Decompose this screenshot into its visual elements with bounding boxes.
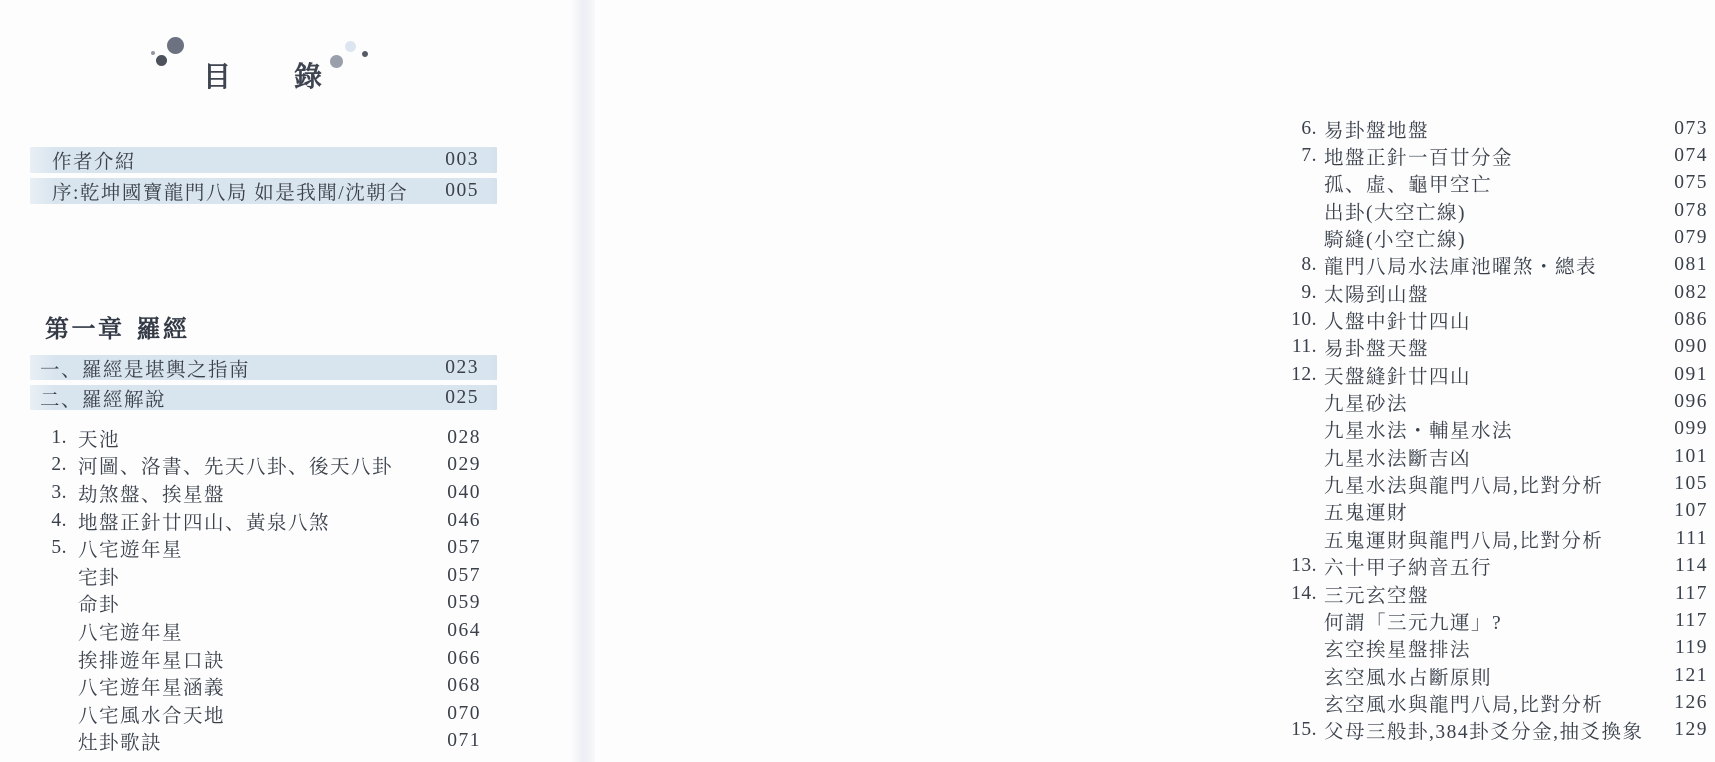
toc-entry-page-number: 096 (1674, 391, 1708, 413)
toc-entry-label: 天池 (78, 429, 121, 451)
toc-entries-right (1255, 115, 1715, 744)
toc-entry (1255, 416, 1708, 443)
toc-entry-number: 10. (1291, 309, 1317, 331)
toc-entry-number: 2. (51, 454, 67, 476)
toc-entry (30, 479, 481, 507)
toc-page-title (203, 55, 323, 95)
toc-entry-label: 地盤正針一百廿分金 (1324, 148, 1514, 170)
toc-entry-label: 六十甲子納音五行 (1324, 558, 1493, 580)
decorative-dot-icon (156, 55, 167, 66)
toc-entry-page-number: 003 (445, 149, 479, 170)
decorative-dot-icon (330, 55, 343, 68)
toc-entry-label: 易卦盤地盤 (1324, 120, 1430, 142)
toc-entry-label: 河圖、洛書、先天八卦、後天八卦 (78, 457, 394, 479)
toc-entry (30, 562, 481, 590)
toc-entry (30, 534, 481, 562)
toc-entry (30, 452, 481, 480)
toc-entry (1255, 224, 1708, 251)
toc-entry (30, 424, 481, 452)
toc-highlighted-entry (30, 385, 497, 410)
chapter-name: 羅經 (136, 316, 190, 343)
toc-entry (1255, 197, 1708, 224)
toc-entry-label: 九星水法・輔星水法 (1324, 421, 1514, 443)
right-page (595, 0, 1708, 762)
toc-title-char: 錄 (294, 61, 324, 93)
toc-entry-page-number: 029 (447, 454, 481, 476)
toc-entry-page-number: 057 (447, 537, 481, 559)
toc-title-char: 目 (203, 61, 233, 93)
toc-entry-number: 3. (51, 481, 67, 503)
chapter-number: 第一章 (45, 316, 125, 343)
toc-entry-number: 6. (1301, 117, 1317, 139)
toc-entry-label: 三元玄空盤 (1324, 585, 1430, 607)
toc-entry (1255, 580, 1708, 607)
toc-entry-page-number: 111 (1675, 527, 1708, 549)
toc-entry-page-number: 023 (445, 356, 479, 378)
toc-entry-label: 地盤正針廿四山、黃泉八煞 (78, 512, 331, 534)
toc-entry (30, 728, 481, 756)
toc-entry-page-number: 090 (1674, 336, 1708, 358)
toc-highlighted-entry (30, 178, 497, 204)
toc-entry (1255, 361, 1708, 388)
toc-entries-left (30, 424, 497, 755)
decorative-dot-icon (151, 51, 155, 55)
toc-highlighted-entry (30, 355, 497, 380)
toc-entry (30, 507, 481, 535)
toc-entry-number: 5. (51, 537, 67, 559)
toc-entry-page-number: 101 (1674, 445, 1708, 467)
toc-entry-label: 八宅風水合天地 (78, 705, 226, 727)
toc-entry (1255, 470, 1708, 497)
toc-entry-label: 騎縫(小空亡線) (1324, 230, 1466, 252)
toc-entry-label: 天盤縫針廿四山 (1324, 366, 1472, 388)
toc-entry-page-number: 099 (1674, 418, 1708, 440)
toc-entry (1255, 142, 1708, 169)
toc-entry-page-number: 070 (447, 702, 481, 724)
toc-entry-page-number: 126 (1674, 691, 1708, 713)
chapter-heading (45, 309, 190, 344)
toc-entry-page-number: 025 (445, 386, 479, 408)
toc-entry-page-number: 121 (1674, 664, 1708, 686)
toc-entry-label: 九星水法斷吉凶 (1324, 448, 1472, 470)
toc-entry-number: 15. (1291, 719, 1317, 741)
toc-entry-label: 劫煞盤、挨星盤 (78, 484, 226, 506)
toc-entry-page-number: 064 (447, 619, 481, 641)
toc-entry-label: 玄空風水與龍門八局,比對分析 (1324, 694, 1604, 716)
toc-entry-number: 13. (1291, 555, 1317, 577)
toc-entry-number: 1. (51, 426, 67, 448)
toc-entry (1255, 252, 1708, 279)
left-page (0, 0, 575, 762)
toc-entry (1255, 553, 1708, 580)
toc-entry-label: 何謂「三元九運」? (1324, 612, 1503, 634)
toc-entry (1255, 306, 1708, 333)
toc-entry (30, 590, 481, 618)
toc-entry-label: 玄空風水占斷原則 (1324, 667, 1493, 689)
toc-highlighted-entry (30, 147, 497, 173)
toc-entry (30, 700, 481, 728)
toc-entry (1255, 635, 1708, 662)
toc-entry-page-number: 059 (447, 592, 481, 614)
toc-entry-label: 九星砂法 (1324, 394, 1409, 416)
decorative-dot-icon (362, 51, 368, 57)
toc-entry-page-number: 028 (447, 426, 481, 448)
toc-entry-number: 12. (1291, 363, 1317, 385)
toc-entry (30, 645, 481, 673)
toc-entry-label: 太陽到山盤 (1324, 284, 1430, 306)
toc-entry (1255, 689, 1708, 716)
toc-entry-page-number: 091 (1674, 363, 1708, 385)
toc-entry-label: 九星水法與龍門八局,比對分析 (1324, 476, 1604, 498)
toc-entry (1255, 607, 1708, 634)
toc-entry-page-number: 114 (1674, 555, 1708, 577)
toc-entry-page-number: 068 (447, 675, 481, 697)
toc-entry-page-number: 086 (1674, 309, 1708, 331)
toc-entry-page-number: 066 (447, 647, 481, 669)
toc-entry-page-number: 073 (1674, 117, 1708, 139)
toc-entry-label: 宅卦 (78, 567, 121, 589)
toc-entry-label: 五鬼運財與龍門八局,比對分析 (1324, 530, 1604, 552)
toc-entry-page-number: 078 (1674, 199, 1708, 221)
toc-entry (1255, 662, 1708, 689)
toc-entry-page-number: 071 (447, 730, 481, 752)
toc-entry (1255, 388, 1708, 415)
toc-entry-label: 八宅遊年星 (78, 622, 184, 644)
toc-entry (30, 672, 481, 700)
section-list (30, 355, 497, 415)
toc-entry-page-number: 119 (1674, 637, 1708, 659)
toc-entry-label: 龍門八局水法庫池曜煞・總表 (1324, 257, 1598, 279)
toc-entry-number: 11. (1291, 336, 1317, 358)
toc-entry (1255, 115, 1708, 142)
toc-entry-page-number: 117 (1674, 609, 1708, 631)
toc-entry-label: 作者介紹 (52, 152, 137, 173)
toc-entry (1255, 443, 1708, 470)
decorative-dot-icon (345, 41, 356, 52)
toc-entry-number: 7. (1301, 145, 1317, 167)
toc-entry-page-number: 075 (1674, 172, 1708, 194)
toc-entry-page-number: 082 (1674, 281, 1708, 303)
toc-entry-label: 易卦盤天盤 (1324, 339, 1430, 361)
toc-entry (1255, 334, 1708, 361)
decorative-dot-icon (167, 37, 184, 54)
toc-entry-label: 二、羅經解說 (40, 389, 167, 411)
toc-entry-page-number: 107 (1674, 500, 1708, 522)
toc-entry (30, 617, 481, 645)
toc-entry (1255, 498, 1708, 525)
toc-entry-label: 父母三般卦,384卦爻分金,抽爻換象 (1324, 722, 1644, 744)
toc-entry (1255, 170, 1708, 197)
toc-entry-page-number: 046 (447, 509, 481, 531)
toc-entry (1255, 525, 1708, 552)
toc-entry-label: 人盤中針廿四山 (1324, 312, 1472, 334)
toc-entry-page-number: 081 (1674, 254, 1708, 276)
toc-entry-page-number: 079 (1674, 227, 1708, 249)
toc-entry-number: 8. (1301, 254, 1317, 276)
front-matter-list (30, 147, 497, 209)
toc-entry-page-number: 057 (447, 564, 481, 586)
toc-entry-label: 孤、虛、龜甲空亡 (1324, 175, 1493, 197)
toc-entry-page-number: 117 (1674, 582, 1708, 604)
toc-entry-label: 八宅遊年星 (78, 540, 184, 562)
toc-entry-page-number: 074 (1674, 145, 1708, 167)
toc-entry-label: 出卦(大空亡線) (1324, 202, 1466, 224)
toc-entry (1255, 279, 1708, 306)
toc-entry-label: 一、羅經是堪輿之指南 (40, 359, 251, 381)
toc-entry-page-number: 105 (1674, 473, 1708, 495)
toc-entry-label: 玄空挨星盤排法 (1324, 640, 1472, 662)
toc-entry-number: 4. (51, 509, 67, 531)
toc-entry-label: 灶卦歌訣 (78, 733, 163, 755)
toc-entry-page-number: 040 (447, 481, 481, 503)
toc-entry-number: 9. (1301, 281, 1317, 303)
toc-entry (1255, 717, 1708, 744)
toc-entry-page-number: 129 (1674, 719, 1708, 741)
toc-entry-page-number: 005 (445, 180, 479, 201)
toc-entry-label: 挨排遊年星口訣 (78, 650, 226, 672)
toc-entry-label: 命卦 (78, 595, 121, 617)
toc-entry-label: 序:乾坤國寶龍門八局 如是我聞/沈朝合 (52, 183, 409, 204)
toc-entry-label: 五鬼運財 (1324, 503, 1409, 525)
toc-entry-number: 14. (1291, 582, 1317, 604)
toc-entry-label: 八宅遊年星涵義 (78, 678, 226, 700)
